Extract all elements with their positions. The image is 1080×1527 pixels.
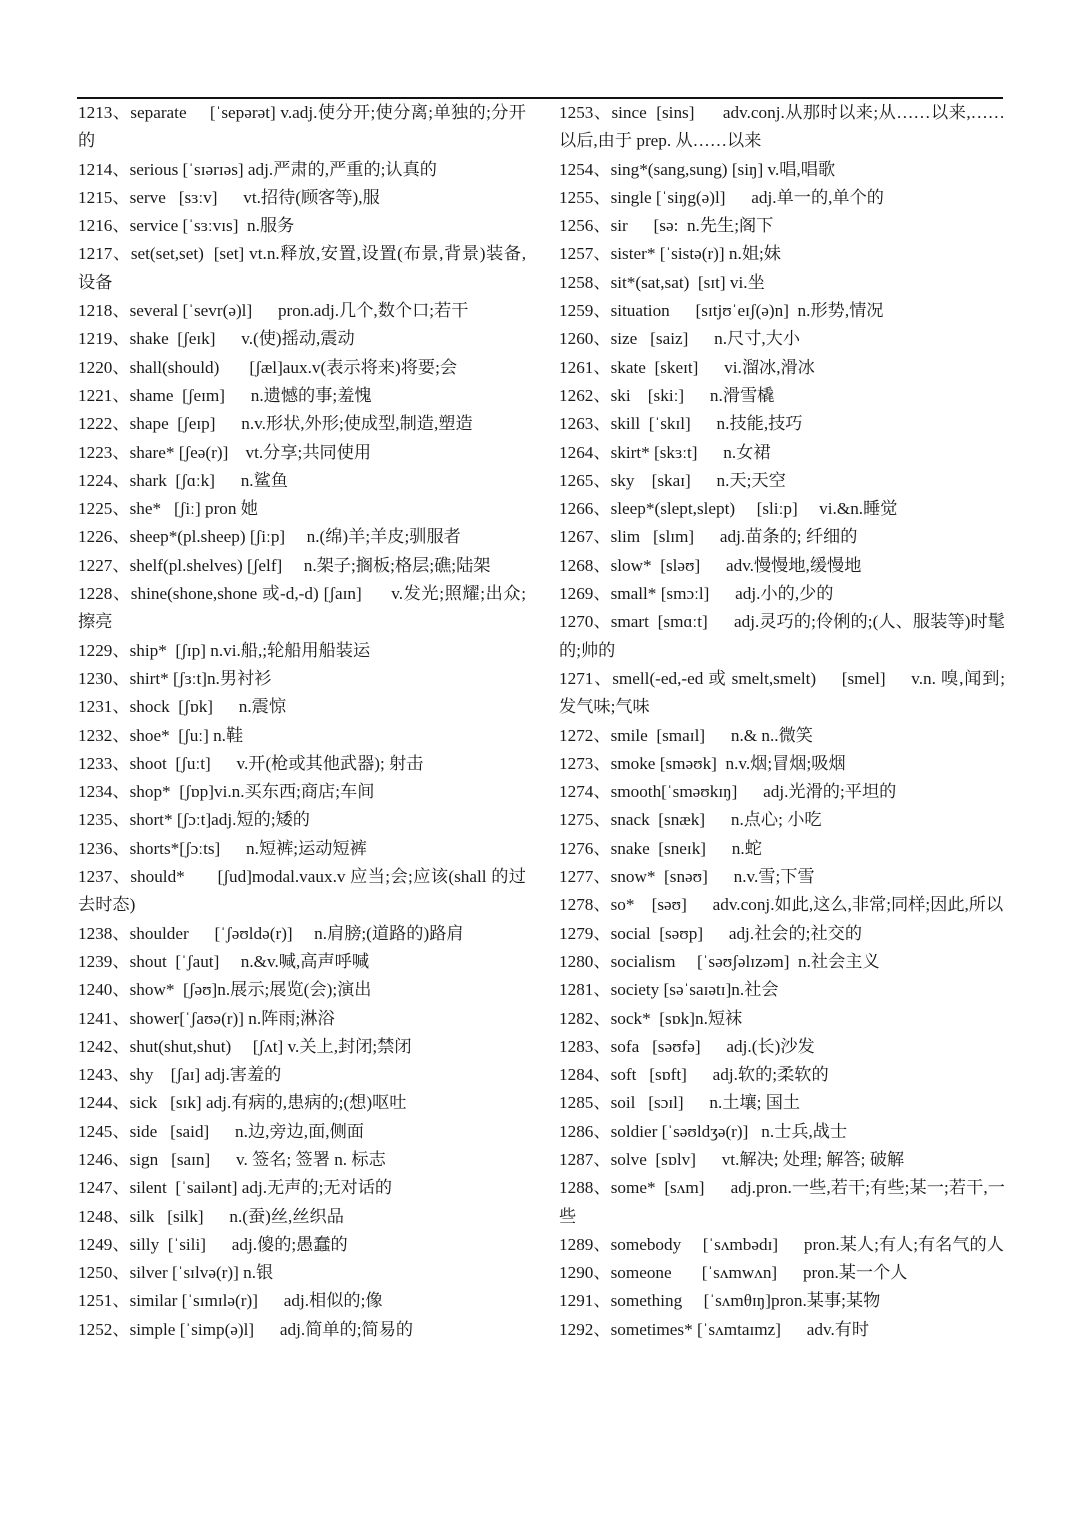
vocabulary-entry: 1292、sometimes* [ˈsʌmtaɪmz] adv.有时	[559, 1319, 870, 1339]
vocabulary-entry: 1258、sit*(sat,sat) [sɪt] vi.坐	[559, 272, 765, 292]
vocabulary-entry: 1280、socialism [ˈsəʊʃəlɪzəm] n.社会主义	[559, 951, 880, 971]
vocabulary-entry: 1286、soldier [ˈsəʊldʒə(r)] n.士兵,战士	[559, 1121, 848, 1141]
vocabulary-entry: 1219、shake [ʃeɪk] v.(使)摇动,震动	[78, 329, 355, 349]
vocabulary-entry: 1247、silent [ˈsailənt] adj.无声的;无对话的	[78, 1178, 393, 1198]
vocabulary-entry: 1264、skirt* [skɜːt] n.女裙	[559, 442, 771, 462]
vocabulary-entry: 1231、shock [ʃɒk] n.震惊	[78, 697, 287, 717]
vocabulary-entry: 1288、some* [sʌm] adj.pron.一些,若干;有些;某一;若干,一些	[559, 1178, 1005, 1226]
vocabulary-entry: 1238、shoulder [ˈʃəʊldə(r)] n.肩膀;(道路的)路肩	[78, 923, 464, 943]
right-column	[559, 99, 1005, 1344]
vocabulary-entry: 1257、sister* [ˈsistə(r)] n.姐;妹	[559, 244, 781, 264]
vocabulary-entry: 1228、shine(shone,shone 或-d,-d) [ʃaɪn] v.发光;照耀;出众;擦亮	[78, 584, 526, 632]
vocabulary-entry: 1289、somebody [ˈsʌmbədɪ] pron.某人;有人;有名气的人	[559, 1234, 1004, 1254]
vocabulary-entry: 1259、situation [sɪtjʊˈeɪʃ(ə)n] n.形势,情况	[559, 301, 884, 321]
vocabulary-entry: 1255、single [ˈsiŋg(ə)l] adj.单一的,单个的	[559, 187, 884, 207]
vocabulary-entry: 1220、shall(should) [ʃæl]aux.v(表示将来)将要;会	[78, 357, 458, 377]
vocabulary-entry: 1277、snow* [snəʊ] n.v.雪;下雪	[559, 867, 815, 887]
vocabulary-entry: 1274、smooth[ˈsməʊkɪŋ] adj.光滑的;平坦的	[559, 782, 897, 802]
vocabulary-entry: 1282、sock* [sɒk]n.短袜	[559, 1008, 743, 1028]
vocabulary-entry: 1265、sky [skaɪ] n.天;天空	[559, 470, 786, 490]
vocabulary-entry: 1217、set(set,set) [set] vt.n.释放,安置,设置(布景,背景)装备,设备	[78, 244, 526, 292]
vocabulary-entry: 1290、someone [ˈsʌmwʌn] pron.某一个人	[559, 1263, 908, 1283]
vocabulary-entry: 1250、silver [ˈsɪlvə(r)] n.银	[78, 1263, 274, 1283]
vocabulary-entry: 1269、small* [smɔːl] adj.小的,少的	[559, 584, 834, 604]
vocabulary-entry: 1230、shirt* [ʃɜːt]n.男衬衫	[78, 668, 272, 688]
vocabulary-entry: 1215、serve [sɜːv] vt.招待(顾客等),服	[78, 187, 380, 207]
vocabulary-entry: 1270、smart [smɑːt] adj.灵巧的;伶俐的;(人、服装等)时髦的;帅的	[559, 612, 1005, 660]
vocabulary-entry: 1232、shoe* [ʃuː] n.鞋	[78, 725, 244, 745]
vocabulary-entry: 1237、should* [ʃud]modal.vaux.v 应当;会;应该(shall 的过去时态)	[78, 867, 526, 915]
vocabulary-entry: 1283、sofa [səʊfə] adj.(长)沙发	[559, 1036, 815, 1056]
vocabulary-entry: 1226、sheep*(pl.sheep) [ʃiːp] n.(绵)羊;羊皮;驯服者	[78, 527, 461, 547]
vocabulary-entry: 1275、snack [snæk] n.点心; 小吃	[559, 810, 822, 830]
vocabulary-entry: 1251、similar [ˈsɪmɪlə(r)] adj.相似的;像	[78, 1291, 383, 1311]
vocabulary-entry: 1268、slow* [sləʊ] adv.慢慢地,缓慢地	[559, 555, 862, 575]
vocabulary-entry: 1233、shoot [ʃuːt] v.开(枪或其他武器); 射击	[78, 753, 424, 773]
vocabulary-entry: 1285、soil [sɔɪl] n.土壤; 国土	[559, 1093, 801, 1113]
vocabulary-entry: 1273、smoke [sməʊk] n.v.烟;冒烟;吸烟	[559, 753, 846, 773]
vocabulary-entry: 1218、several [ˈsevr(ə)l] pron.adj.几个,数个口;若干	[78, 301, 469, 321]
vocabulary-entry: 1224、shark [ʃɑːk] n.鲨鱼	[78, 470, 288, 490]
vocabulary-entry: 1252、simple [ˈsimp(ə)l] adj.简单的;简易的	[78, 1319, 414, 1339]
vocabulary-entry: 1256、sir [sə: n.先生;阁下	[559, 216, 774, 236]
vocabulary-entry: 1276、snake [sneɪk] n.蛇	[559, 838, 762, 858]
vocabulary-entry: 1213、separate [ˈsepərət] v.adj.使分开;使分离;单独的;分开的	[78, 103, 526, 151]
vocabulary-entry: 1243、shy [ʃaɪ] adj.害羞的	[78, 1065, 282, 1085]
vocabulary-entry: 1253、since [sins] adv.conj.从那时以来;从……以来,……以后,由于 prep. 从……以来	[559, 103, 1005, 151]
vocabulary-entry: 1223、share* [ʃeə(r)] vt.分享;共同使用	[78, 442, 372, 462]
vocabulary-entry: 1245、side [said] n.边,旁边,面,侧面	[78, 1121, 364, 1141]
vocabulary-entry: 1227、shelf(pl.shelves) [ʃelf] n.架子;搁板;格层;礁;陆架	[78, 555, 491, 575]
left-column	[78, 99, 526, 1344]
vocabulary-entry: 1236、shorts*[ʃɔːts] n.短裤;运动短裤	[78, 838, 367, 858]
vocabulary-entry: 1281、society [səˈsaɪətɪ]n.社会	[559, 980, 779, 1000]
vocabulary-entry: 1284、soft [sɒft] adj.软的;柔软的	[559, 1065, 829, 1085]
vocabulary-entry: 1272、smile [smaɪl] n.& n..微笑	[559, 725, 813, 745]
vocabulary-entry: 1260、size [saiz] n.尺寸,大小	[559, 329, 801, 349]
vocabulary-entry: 1225、she* [ʃiː] pron 她	[78, 499, 258, 519]
vocabulary-entry: 1278、so* [səʊ] adv.conj.如此,这么,非常;同样;因此,所以	[559, 895, 1004, 915]
vocabulary-entry: 1234、shop* [ʃɒp]vi.n.买东西;商店;车间	[78, 782, 375, 802]
vocabulary-entry: 1287、solve [sɒlv] vt.解决; 处理; 解答; 破解	[559, 1149, 905, 1169]
vocabulary-entry: 1214、serious [ˈsɪərɪəs] adj.严肃的,严重的;认真的	[78, 159, 437, 179]
vocabulary-entry: 1262、ski [skiː] n.滑雪橇	[559, 385, 775, 405]
vocabulary-entry: 1261、skate [skeɪt] vi.溜冰,滑冰	[559, 357, 815, 377]
vocabulary-entry: 1291、something [ˈsʌmθɪŋ]pron.某事;某物	[559, 1291, 881, 1311]
vocabulary-entry: 1242、shut(shut,shut) [ʃʌt] v.关上,封闭;禁闭	[78, 1036, 412, 1056]
vocabulary-entry: 1240、show* [ʃəʊ]n.展示;展览(会);演出	[78, 980, 372, 1000]
vocabulary-entry: 1266、sleep*(slept,slept) [sliːp] vi.&n.睡觉	[559, 499, 898, 519]
vocabulary-entry: 1244、sick [sɪk] adj.有病的,患病的;(想)呕吐	[78, 1093, 407, 1113]
vocabulary-entry: 1235、short* [ʃɔːt]adj.短的;矮的	[78, 810, 310, 830]
vocabulary-entry: 1246、sign [saɪn] v. 签名; 签署 n. 标志	[78, 1149, 386, 1169]
vocabulary-entry: 1221、shame [ʃeɪm] n.遗憾的事;羞愧	[78, 385, 372, 405]
vocabulary-entry: 1239、shout [ˈʃaut] n.&v.喊,高声呼喊	[78, 951, 370, 971]
vocabulary-entry: 1229、ship* [ʃɪp] n.vi.船,;轮船用船装运	[78, 640, 371, 660]
vocabulary-entry: 1222、shape [ʃeɪp] n.v.形状,外形;使成型,制造,塑造	[78, 414, 473, 434]
vocabulary-entry: 1216、service [ˈsɜːvɪs] n.服务	[78, 216, 295, 236]
vocabulary-entry: 1248、silk [silk] n.(蚕)丝,丝织品	[78, 1206, 344, 1226]
vocabulary-entry: 1241、shower[ˈʃaʊə(r)] n.阵雨;淋浴	[78, 1008, 335, 1028]
vocabulary-entry: 1254、sing*(sang,sung) [siŋ] v.唱,唱歌	[559, 159, 836, 179]
vocabulary-entry: 1271、smell(-ed,-ed 或 smelt,smelt) [smel] v.n. 嗅,闻到;发气味;气味	[559, 668, 1005, 717]
vocabulary-entry: 1279、social [səʊp] adj.社会的;社交的	[559, 923, 863, 943]
vocabulary-entry: 1263、skill [ˈskɪl] n.技能,技巧	[559, 414, 803, 434]
vocabulary-entry: 1249、silly [ˈsili] adj.傻的;愚蠢的	[78, 1234, 348, 1254]
vocabulary-entry: 1267、slim [slɪm] adj.苗条的; 纤细的	[559, 527, 858, 547]
